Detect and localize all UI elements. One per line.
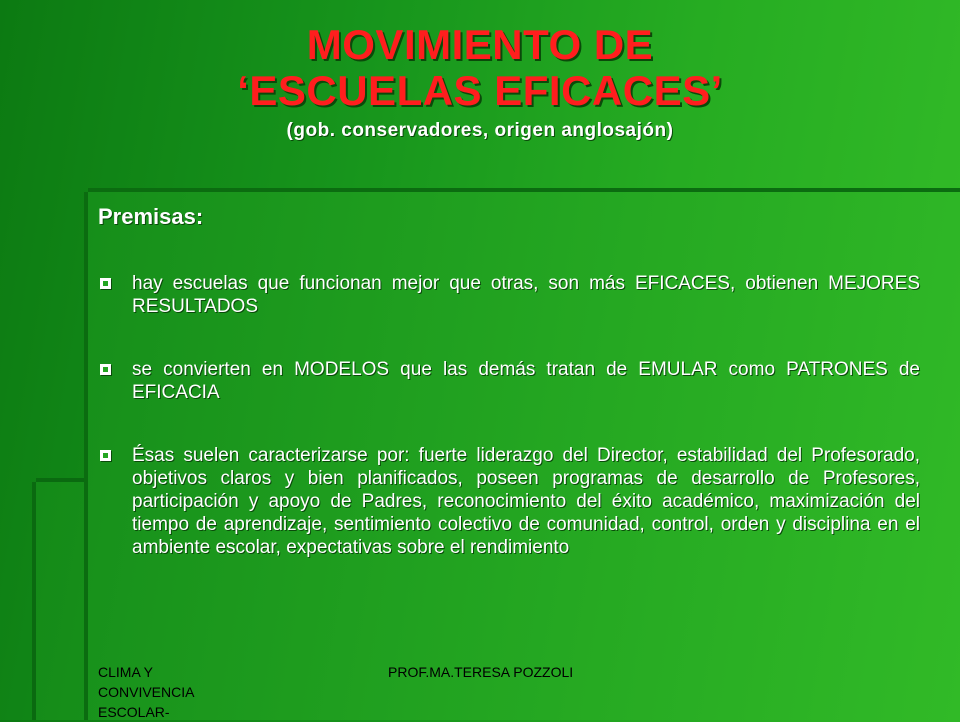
premisas-list bbox=[98, 272, 920, 559]
slide-content bbox=[98, 202, 920, 559]
footer-course-line-1: CLIMA Y bbox=[98, 664, 153, 680]
slide-subtitle: (gob. conservadores, origen anglosajón) bbox=[286, 120, 674, 141]
footer-author: PROF.MA.TERESA POZZOLI bbox=[388, 664, 574, 680]
title-line-2: ‘ESCUELAS EFICACES’ bbox=[237, 67, 723, 114]
list-item bbox=[98, 358, 920, 404]
bullet-text: Ésas suelen caracterizarse por: fuerte liderazgo del Director, estabilidad del Profesorado, objetivos claros y bien planificados, poseen programas de desarrollo de Profesores, participación y apoyo de Padres, reconocimiento del éxito académico, maximización del tiempo de aprendizaje, sentimiento colectivo de comunidad, control, orden y disciplina en el ambiente escolar, expectativas sobre el rendimiento bbox=[132, 445, 920, 558]
list-item bbox=[98, 272, 920, 318]
slide-title bbox=[0, 22, 960, 144]
square-bullet-icon bbox=[100, 450, 111, 461]
footer-course bbox=[98, 662, 278, 722]
list-item bbox=[98, 444, 920, 559]
bullet-text: se convierten en MODELOS que las demás tratan de EMULAR como PATRONES de EFICACIA bbox=[132, 359, 920, 403]
square-bullet-icon bbox=[100, 364, 111, 375]
square-bullet-icon bbox=[100, 278, 111, 289]
footer-course-line-3: ESCOLAR- bbox=[98, 704, 170, 720]
premisas-heading: Premisas: bbox=[98, 204, 204, 229]
title-line-1: MOVIMIENTO DE bbox=[306, 21, 654, 68]
footer-course-line-2: CONVIVENCIA bbox=[98, 684, 195, 700]
bullet-text: hay escuelas que funcionan mejor que otras, son más EFICACES, obtienen MEJORES RESULTADOS bbox=[132, 273, 920, 317]
